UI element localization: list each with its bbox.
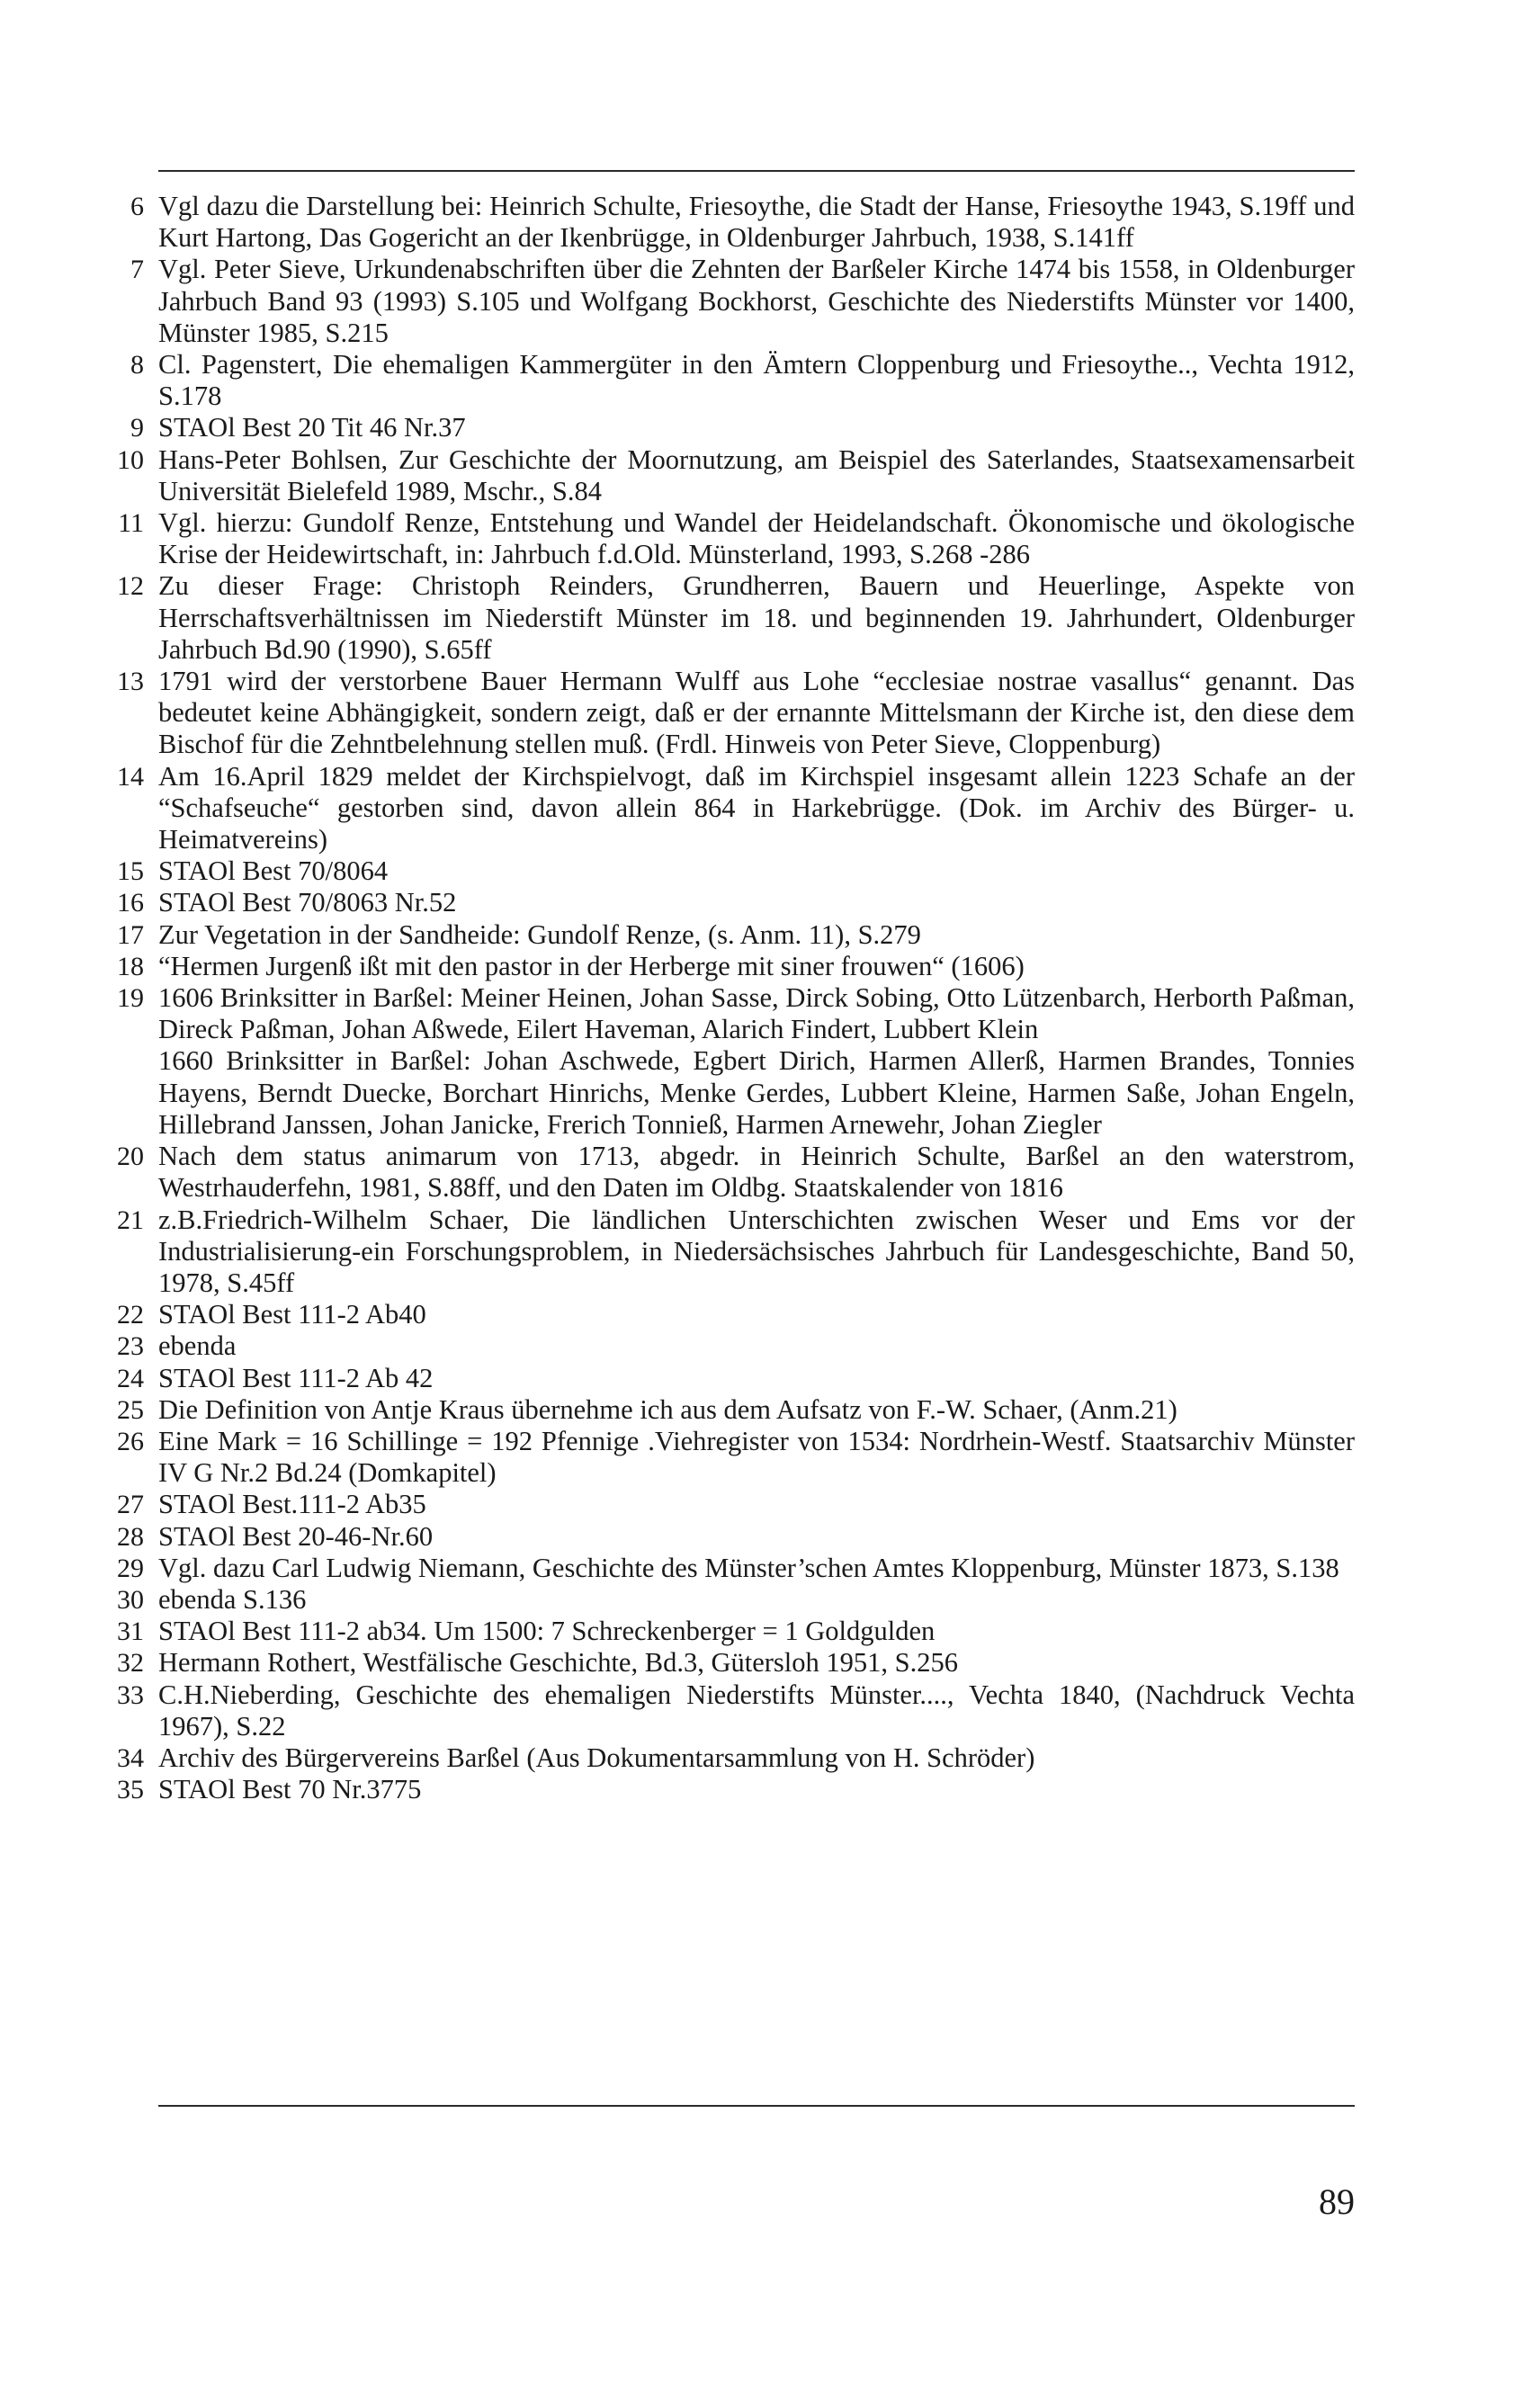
footnote-number: 17: [117, 919, 144, 950]
footnote-text: Cl. Pagenstert, Die ehemaligen Kammergüter in den Ämtern Cloppenburg und Friesoythe.., Vechta 1912, S.178: [158, 349, 1355, 412]
footnote-number: 29: [117, 1553, 144, 1583]
footnote-text: 1791 wird der verstorbene Bauer Hermann Wulff aus Lohe “ecclesiae nostrae vasallus“ genannt. Das bedeutet keine Abhängigkeit, sondern zeigt, daß er der ernannte Mittelsmann der Kirche ist, den diese dem Bischof für die Zehntbelehnung stellen muß. (Frdl. Hinweis von Peter Sieve, Cloppenburg): [158, 666, 1355, 760]
footnote-text: “Hermen Jurgenß ißt mit den pastor in der Herberge mit siner frouwen“ (1606): [158, 950, 1025, 981]
footnote-number: 11: [118, 508, 144, 539]
footnote-32: [99, 1647, 1355, 1679]
footnote-35: [99, 1774, 1355, 1805]
footnote-7: [99, 254, 1355, 349]
footnote-text: Am 16.April 1829 meldet der Kirchspielvogt, daß im Kirchspiel insgesamt allein 1223 Schafe an der “Schafseuche“ gestorben sind, davon allein 864 in Harkebrügge. (Dok. im Archiv des Bürger- u. Heimatvereins): [158, 760, 1355, 855]
footnote-19: [99, 982, 1355, 1141]
footnote-number: 19: [117, 983, 144, 1014]
footnote-31: [99, 1616, 1355, 1647]
footnote-27: [99, 1489, 1355, 1520]
footnote-text: STAOl Best 20 Tit 46 Nr.37: [158, 412, 466, 443]
footnote-number: 9: [130, 413, 144, 443]
footnote-number: 20: [117, 1142, 144, 1172]
footnote-text: Zur Vegetation in der Sandheide: Gundolf Renze, (s. Anm. 11), S.279: [158, 918, 921, 950]
footnote-20: [99, 1141, 1355, 1204]
footnote-text: Nach dem status animarum von 1713, abgedr. in Heinrich Schulte, Barßel an den waterstrom, Westrhauderfehn, 1981, S.88ff, und den Daten im Oldbg. Staatskalender von 1816: [158, 1141, 1355, 1204]
footnote-22: [99, 1299, 1355, 1330]
footnote-text: STAOl Best 70 Nr.3775: [158, 1774, 422, 1805]
footnote-text: Archiv des Bürgervereins Barßel (Aus Dokumentarsammlung von H. Schröder): [158, 1742, 1035, 1773]
footnote-number: 23: [117, 1331, 144, 1362]
footnote-number: 34: [117, 1742, 144, 1773]
footnote-33: [99, 1679, 1355, 1742]
footnote-6: [99, 191, 1355, 254]
footnote-11: [99, 507, 1355, 570]
footnote-24: [99, 1363, 1355, 1394]
footnote-26: [99, 1426, 1355, 1489]
footnote-text: ebenda: [158, 1330, 237, 1362]
footnote-number: 33: [117, 1679, 144, 1710]
footnote-12: [99, 570, 1355, 666]
footnote-18: [99, 951, 1355, 982]
bottom-rule: [158, 2105, 1355, 2107]
footnote-number: 10: [117, 444, 144, 475]
footnote-text: Eine Mark = 16 Schillinge = 192 Pfennige .Viehregister von 1534: Nordrhein-Westf. Staatsarchiv Münster IV G Nr.2 Bd.24 (Domkapitel): [158, 1425, 1355, 1489]
footnote-34: [99, 1742, 1355, 1774]
footnote-text: STAOl Best 70/8064: [158, 855, 389, 887]
footnote-number: 24: [117, 1363, 144, 1393]
footnote-number: 28: [117, 1521, 144, 1552]
footnote-15: [99, 855, 1355, 887]
footnote-number: 6: [130, 192, 144, 221]
footnote-number: 18: [117, 951, 144, 981]
footnote-25: [99, 1394, 1355, 1426]
footnote-text: STAOl Best 111-2 ab34. Um 1500: 7 Schreckenberger = 1 Goldgulden: [158, 1616, 936, 1647]
footnote-list: [99, 191, 1355, 1805]
footnote-number: 14: [117, 761, 144, 792]
footnote-number: 8: [130, 350, 144, 381]
footnote-30: [99, 1584, 1355, 1616]
footnote-number: 27: [117, 1490, 144, 1520]
footnote-number: 7: [130, 255, 144, 285]
footnote-8: [99, 349, 1355, 412]
footnote-17: [99, 919, 1355, 951]
footnote-text: Zu dieser Frage: Christoph Reinders, Grundherren, Bauern und Heuerlinge, Aspekte von Herrschaftsverhältnissen im Niederstift Münster im 18. und beginnenden 19. Jahrhundert, Oldenburger Jahrbuch Bd.90 (1990), S.65ff: [158, 570, 1355, 665]
footnote-text: STAOl Best 111-2 Ab40: [158, 1299, 426, 1330]
footnote-number: 15: [117, 856, 144, 887]
footnote-23: [99, 1330, 1355, 1362]
footnote-number: 22: [117, 1300, 144, 1330]
top-rule: [158, 170, 1355, 172]
footnote-text: Vgl. hierzu: Gundolf Renze, Entstehung und Wandel der Heidelandschaft. Ökonomische und ökologische Krise der Heidewirtschaft, in: Jahrbuch f.d.Old. Münsterland, 1993, S.268 -286: [158, 507, 1355, 570]
footnote-14: [99, 761, 1355, 856]
footnote-number: 12: [117, 571, 144, 602]
footnote-16: [99, 887, 1355, 918]
footnote-text: C.H.Nieberding, Geschichte des ehemaligen Niederstifts Münster...., Vechta 1840, (Nachdruck Vechta 1967), S.22: [158, 1679, 1355, 1742]
footnote-text: Vgl dazu die Darstellung bei: Heinrich Schulte, Friesoythe, die Stadt der Hanse, Friesoythe 1943, S.19ff und Kurt Hartong, Das Gogericht an der Ikenbrügge, in Oldenburger Jahrbuch, 1938, S.141ff: [158, 191, 1355, 254]
footnote-text: STAOl Best 70/8063 Nr.52: [158, 887, 457, 918]
page-number: 89: [1319, 2181, 1355, 2222]
footnote-text: STAOl Best 111-2 Ab 42: [158, 1362, 434, 1393]
footnote-10: [99, 444, 1355, 507]
footnote-text-part-1660: 1660 Brinksitter in Barßel: Johan Aschwede, Egbert Dirich, Harmen Allerß, Harmen Brandes, Tonnies Hayens, Berndt Duecke, Borchart Hinrichs, Menke Gerdes, Lubbert Kleine, Harmen Saße, Johan Engeln, Hillebrand Janssen, Johan Janicke, Frerich Tonnieß, Harmen Arnewehr, Johan Ziegler: [158, 1045, 1355, 1140]
footnote-number: 35: [117, 1775, 144, 1805]
footnote-21: [99, 1204, 1355, 1300]
footnote-number: 25: [117, 1394, 144, 1425]
footnote-9: [99, 412, 1355, 443]
footnote-number: 26: [117, 1426, 144, 1456]
footnote-text-part-1606: 1606 Brinksitter in Barßel: Meiner Heinen, Johan Sasse, Dirck Sobing, Otto Lützenbarch, Herborth Paßman, Direck Paßman, Johan Aßwede, Eilert Haveman, Alarich Findert, Lubbert Klein: [158, 982, 1355, 1045]
footnote-29: [99, 1553, 1355, 1584]
footnote-text: Die Definition von Antje Kraus übernehme ich aus dem Aufsatz von F.-W. Schaer, (Anm.21): [158, 1393, 1177, 1425]
footnote-text: Vgl. dazu Carl Ludwig Niemann, Geschichte des Münster’schen Amtes Kloppenburg, Münster 1873, S.138: [158, 1552, 1339, 1583]
footnote-number: 31: [117, 1616, 144, 1647]
footnote-13: [99, 666, 1355, 761]
footnote-text: ebenda S.136: [158, 1583, 307, 1615]
footnote-number: 13: [117, 667, 144, 697]
footnote-number: 21: [117, 1204, 144, 1235]
footnote-number: 30: [117, 1584, 144, 1615]
footnote-number: 16: [117, 888, 144, 918]
footnote-text: [158, 982, 1355, 1141]
footnote-text: STAOl Best 20-46-Nr.60: [158, 1520, 434, 1552]
footnote-text: Hermann Rothert, Westfälische Geschichte, Bd.3, Gütersloh 1951, S.256: [158, 1647, 958, 1679]
footnote-28: [99, 1521, 1355, 1553]
footnote-text: Hans-Peter Bohlsen, Zur Geschichte der Moornutzung, am Beispiel des Saterlandes, Staatsexamensarbeit Universität Bielefeld 1989, Mschr., S.84: [158, 443, 1355, 506]
footnote-text: z.B.Friedrich-Wilhelm Schaer, Die ländlichen Unterschichten zwischen Weser und Ems vor der Industrialisierung-ein Forschungsproblem, in Niedersächsisches Jahrbuch für Landesgeschichte, Band 50, 1978, S.45ff: [158, 1204, 1355, 1298]
footnote-text: STAOl Best.111-2 Ab35: [158, 1489, 426, 1520]
footnote-text: Vgl. Peter Sieve, Urkundenabschriften über die Zehnten der Barßeler Kirche 1474 bis 1558, in Oldenburger Jahrbuch Band 93 (1993) S.105 und Wolfgang Bockhorst, Geschichte des Niederstifts Münster vor 1400, Münster 1985, S.215: [158, 254, 1355, 348]
footnote-number: 32: [117, 1648, 144, 1679]
